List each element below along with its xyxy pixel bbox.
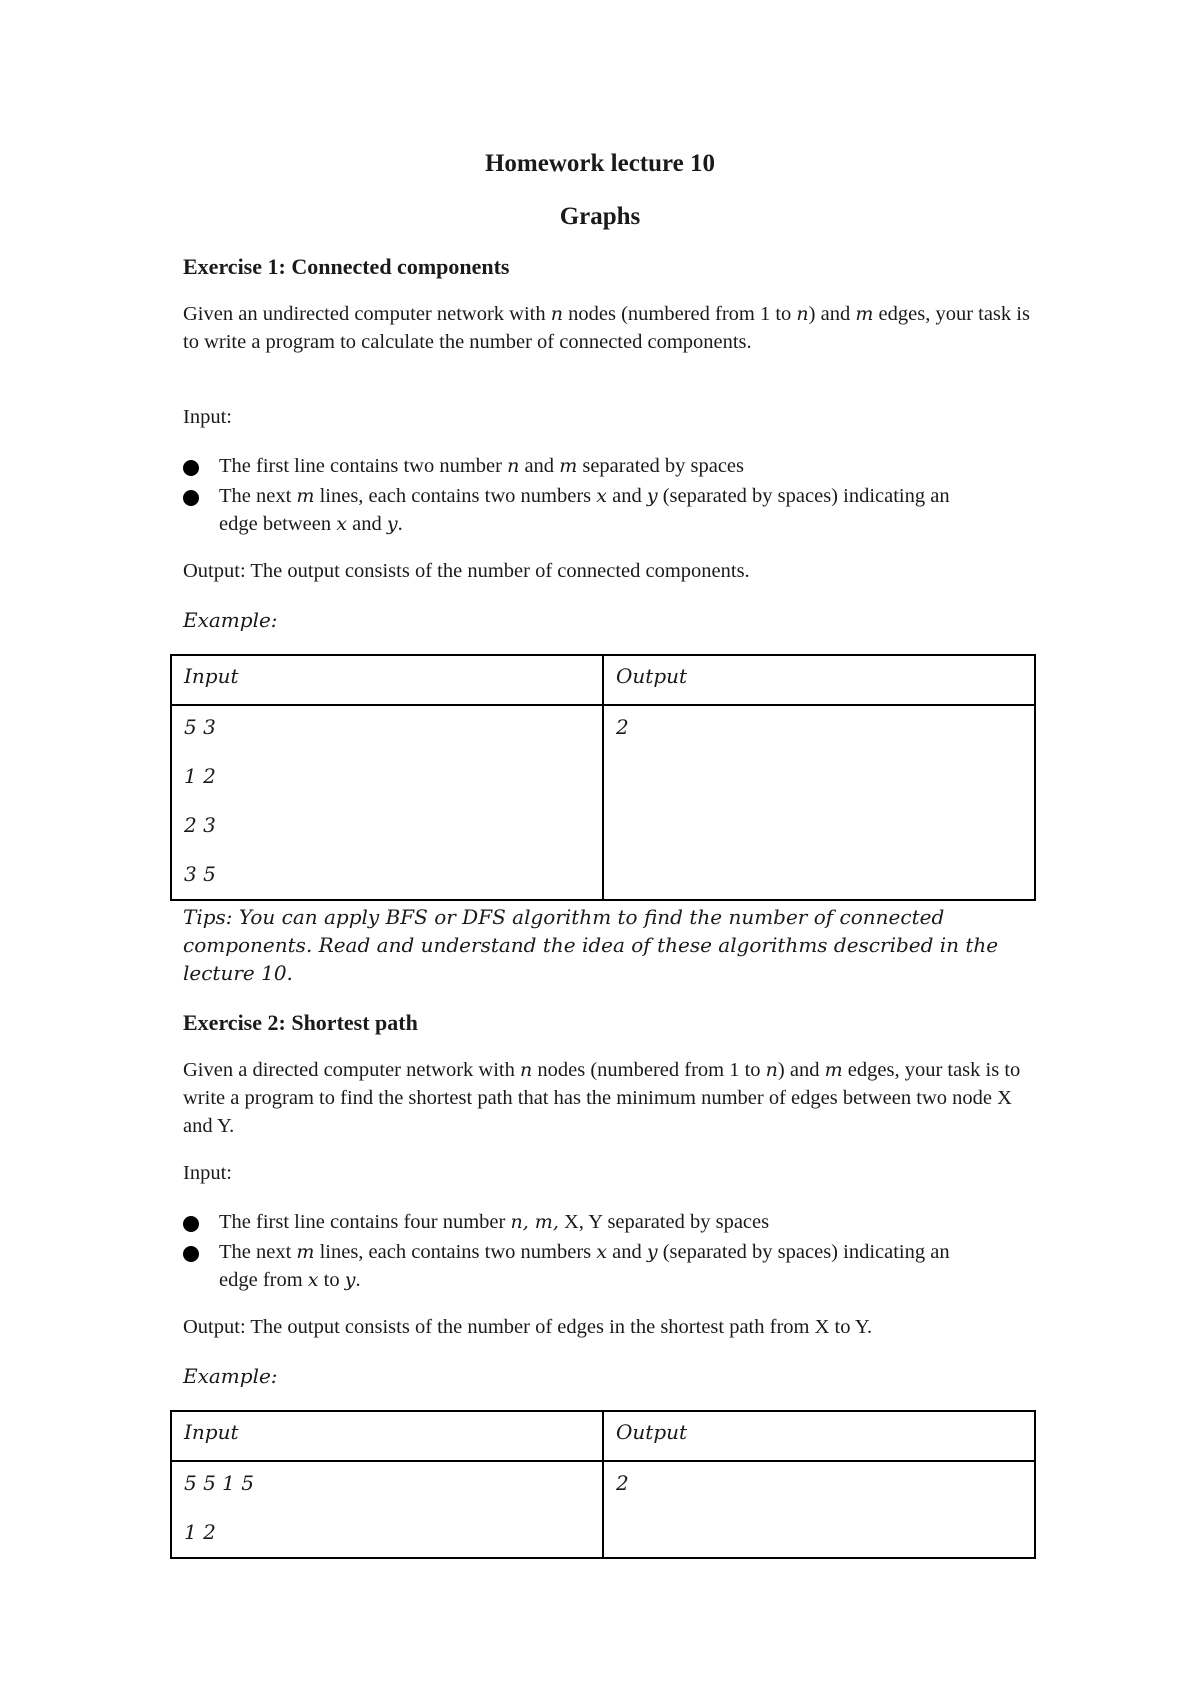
table-header-input: Input: [184, 664, 239, 688]
document-page: Homework lecture 10 Graphs Exercise 1: Connected components Given an undirected computer network with n nodes (numbered from 1 to n) and m edges, your task is to write a program to calculate the number of connected components. Input: The first line contains two number n and m separated by spaces The next m lines, each contains two numbers x and y (separated by spaces) indicating an edge between x and y. Output: The output consists of the number of connected components. Example: Input Output 5 3 1 2 2 3 3 5 2 Tips: You can apply BFS or DFS algorithm to find the number of connected components. Read and understand the idea of these algorithms described in the lecture 10. Exercise 2: Shortest path Given a directed computer network with n nodes (numbered from 1 to n) and m edges, your task is to write a program to find the shortest path that has the minimum number of edges between two node X and Y. Input: The first line contains four number n, m, X, Y separated by spaces The next m lines, each contains two numbers x and y (separated by spaces) indicating an edge from x to y. Output: The output consists of the number of edges in the shortest path from X to Y. Example: Input Output 5 5 1 5 1 2 2: [0, 0, 1200, 1698]
exercise-1-input-label: Input:: [183, 406, 232, 428]
table-input-line: 5 5 1 5: [184, 1471, 254, 1495]
exercise-2-example-table: [170, 1410, 1036, 1559]
table-input-cell: [172, 706, 602, 899]
exercise-2-example-label: Example:: [183, 1364, 278, 1388]
exercise-1-description: Given an undirected computer network with n nodes (numbered from 1 to n) and m edges, your task is to write a program to calculate the number of connected components.: [183, 303, 1030, 353]
bullet-icon: [183, 1246, 199, 1262]
document-title: Homework lecture 10: [484, 150, 716, 177]
exercise-1-tips: Tips: You can apply BFS or DFS algorithm to find the number of connected components. Read and understand the idea of these algorithms described in the lecture 10.: [183, 905, 999, 985]
table-output-value: 2: [616, 715, 629, 739]
bullet-icon: [183, 490, 199, 506]
table-header-row: [171, 1411, 1035, 1461]
table-input-line: 1 2: [184, 764, 216, 788]
table-header-input: Input: [184, 1420, 239, 1444]
table-input-cell: [172, 1462, 602, 1557]
table-header-output: Output: [616, 664, 688, 688]
table-input-line: 3 5: [184, 862, 216, 886]
bullet-icon: [183, 1216, 199, 1232]
exercise-1-output-text: Output: The output consists of the number of connected components.: [183, 560, 750, 582]
table-input-line: 5 3: [184, 715, 216, 739]
exercise-2-output-text: Output: The output consists of the number of edges in the shortest path from X to Y.: [183, 1316, 873, 1338]
table-input-line: 1 2: [184, 1520, 216, 1544]
table-output-value: 2: [616, 1471, 629, 1495]
table-row: [171, 705, 1035, 900]
table-input-line: 2 3: [184, 813, 216, 837]
table-row: [171, 1461, 1035, 1558]
bullet-icon: [183, 460, 199, 476]
document-subtitle: Graphs: [559, 203, 641, 230]
table-header-row: [171, 655, 1035, 705]
exercise-2-heading: Exercise 2: Shortest path: [183, 1010, 418, 1035]
exercise-1-example-label: Example:: [183, 608, 278, 632]
table-output-cell: [604, 1462, 1034, 1525]
exercise-1-heading: Exercise 1: Connected components: [183, 254, 510, 279]
exercise-2-input-label: Input:: [183, 1162, 232, 1184]
exercise-2-description: Given a directed computer network with n nodes (numbered from 1 to n) and m edges, your task is to write a program to find the shortest path that has the minimum number of edges between two node X and Y.: [183, 1059, 1021, 1137]
exercise-1-example-table: [170, 654, 1036, 901]
table-header-output: Output: [616, 1420, 688, 1444]
table-output-cell: [604, 706, 1034, 769]
